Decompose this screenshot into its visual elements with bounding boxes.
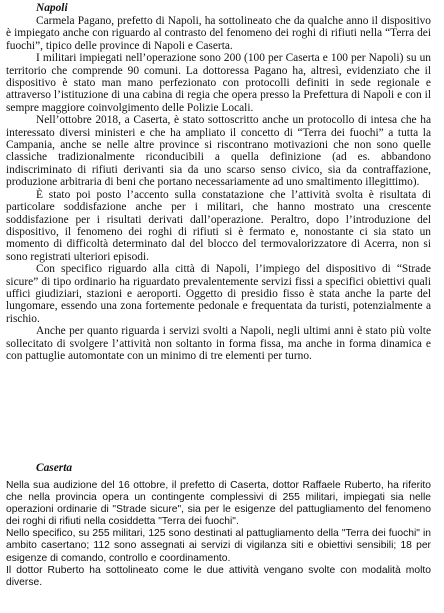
paragraph: Nell’ottobre 2018, a Caserta, è stato sottoscritto anche un protocollo di intesa che ha interessato diversi ministeri e che ha ampliato il concetto di “Terra dei fuochi” a tutta la Campania, anche se nelle altre province si riscontrano motivazioni che non sono quelle classiche tradizionalmente riconducibili a quella definizione (ad es. abbandono indiscriminato di rifiuti derivanti sia da uno scarso senso civico, sia da contraffazione, produzione arbitraria di beni che portano necessariamente ad uno smaltimento illegittimo). xyxy=(6,114,431,189)
paragraph: Carmela Pagano, prefetto di Napoli, ha sottolineato che da qualche anno il dispositivo è impiegato anche con riguardo al contrasto del fenomeno dei roghi di rifiuti nella “Terra dei fuochi”, tipico delle province di Napoli e Caserta. xyxy=(6,15,431,52)
section-title-caserta: Caserta xyxy=(36,462,73,474)
section-title-napoli: Napoli xyxy=(36,2,68,14)
paragraph: Nello specifico, su 255 militari, 125 sono destinati al pattugliamento della "Terra dei fuochi" in ambito casertano; 112 sono assegnati ai servizi di vigilanza siti e obiettivi sensibili; 18 per esigenze di comando, controllo e coordinamento. xyxy=(6,528,431,564)
paragraph: I militari impiegati nell’operazione sono 200 (100 per Caserta e 100 per Napoli) su un territorio che comprende 90 comuni. La dottoressa Pagano ha, altresì, evidenziato che il dispositivo è stato man mano perfezionato con protocolli definiti in sede regionale e attraverso l’istituzione di una cabina di regia che opera presso la Prefettura di Napoli e con il sempre maggiore coinvolgimento delle Polizie Locali. xyxy=(6,52,431,114)
section-napoli xyxy=(6,2,431,362)
paragraph: Con specifico riguardo alla città di Napoli, l’impiego del dispositivo di “Strade sicure” di tipo ordinario ha riguardato prevalentemente servizi fissi a specifici obiettivi quali uffici giudiziari, stazioni e aeroporti. Oggetto di presidio fisso è stata anche la parte del lungomare, essendo una zona fortemente pedonale e frequentata da turisti, potenzialmente a rischio. xyxy=(6,263,431,325)
paragraph: Il dottor Ruberto ha sottolineato come le due attività vengano svolte con modalità molto diverse. xyxy=(6,564,431,588)
paragraph: Nella sua audizione del 16 ottobre, il prefetto di Caserta, dottor Raffaele Ruberto, ha riferito che nella provincia opera un contingente complessivi di 255 militari, impiegati sia nelle operazioni ordinarie di "Strade sicure", sia per le esigenze del pattugliamento del fenomeno dei roghi di rifiuti nella cosiddetta "Terra dei fuochi". xyxy=(6,480,431,528)
paragraph: Anche per quanto riguarda i servizi svolti a Napoli, negli ultimi anni è stato più volte sollecitato di svolgere l’attività non soltanto in forma fissa, ma anche in forma dinamica e con pattuglie automontate con un minimo di tre elementi per turno. xyxy=(6,325,431,362)
caserta-text xyxy=(6,480,431,589)
section-caserta xyxy=(6,462,431,589)
paragraph: È stato poi posto l’accento sulla constatazione che l’attività svolta è risultata di particolare soddisfazione anche per i militari, che hanno mostrato una crescente soddisfazione per i risultati derivati dall’operazione. Peraltro, dopo l’introduzione del dispositivo, il fenomeno dei roghi di rifiuti si è fermato e, nonostante ci sia stato un momento di difficoltà determinato dal del blocco del termovalorizzatore di Acerra, non si sono registrati ulteriori episodi. xyxy=(6,188,431,263)
